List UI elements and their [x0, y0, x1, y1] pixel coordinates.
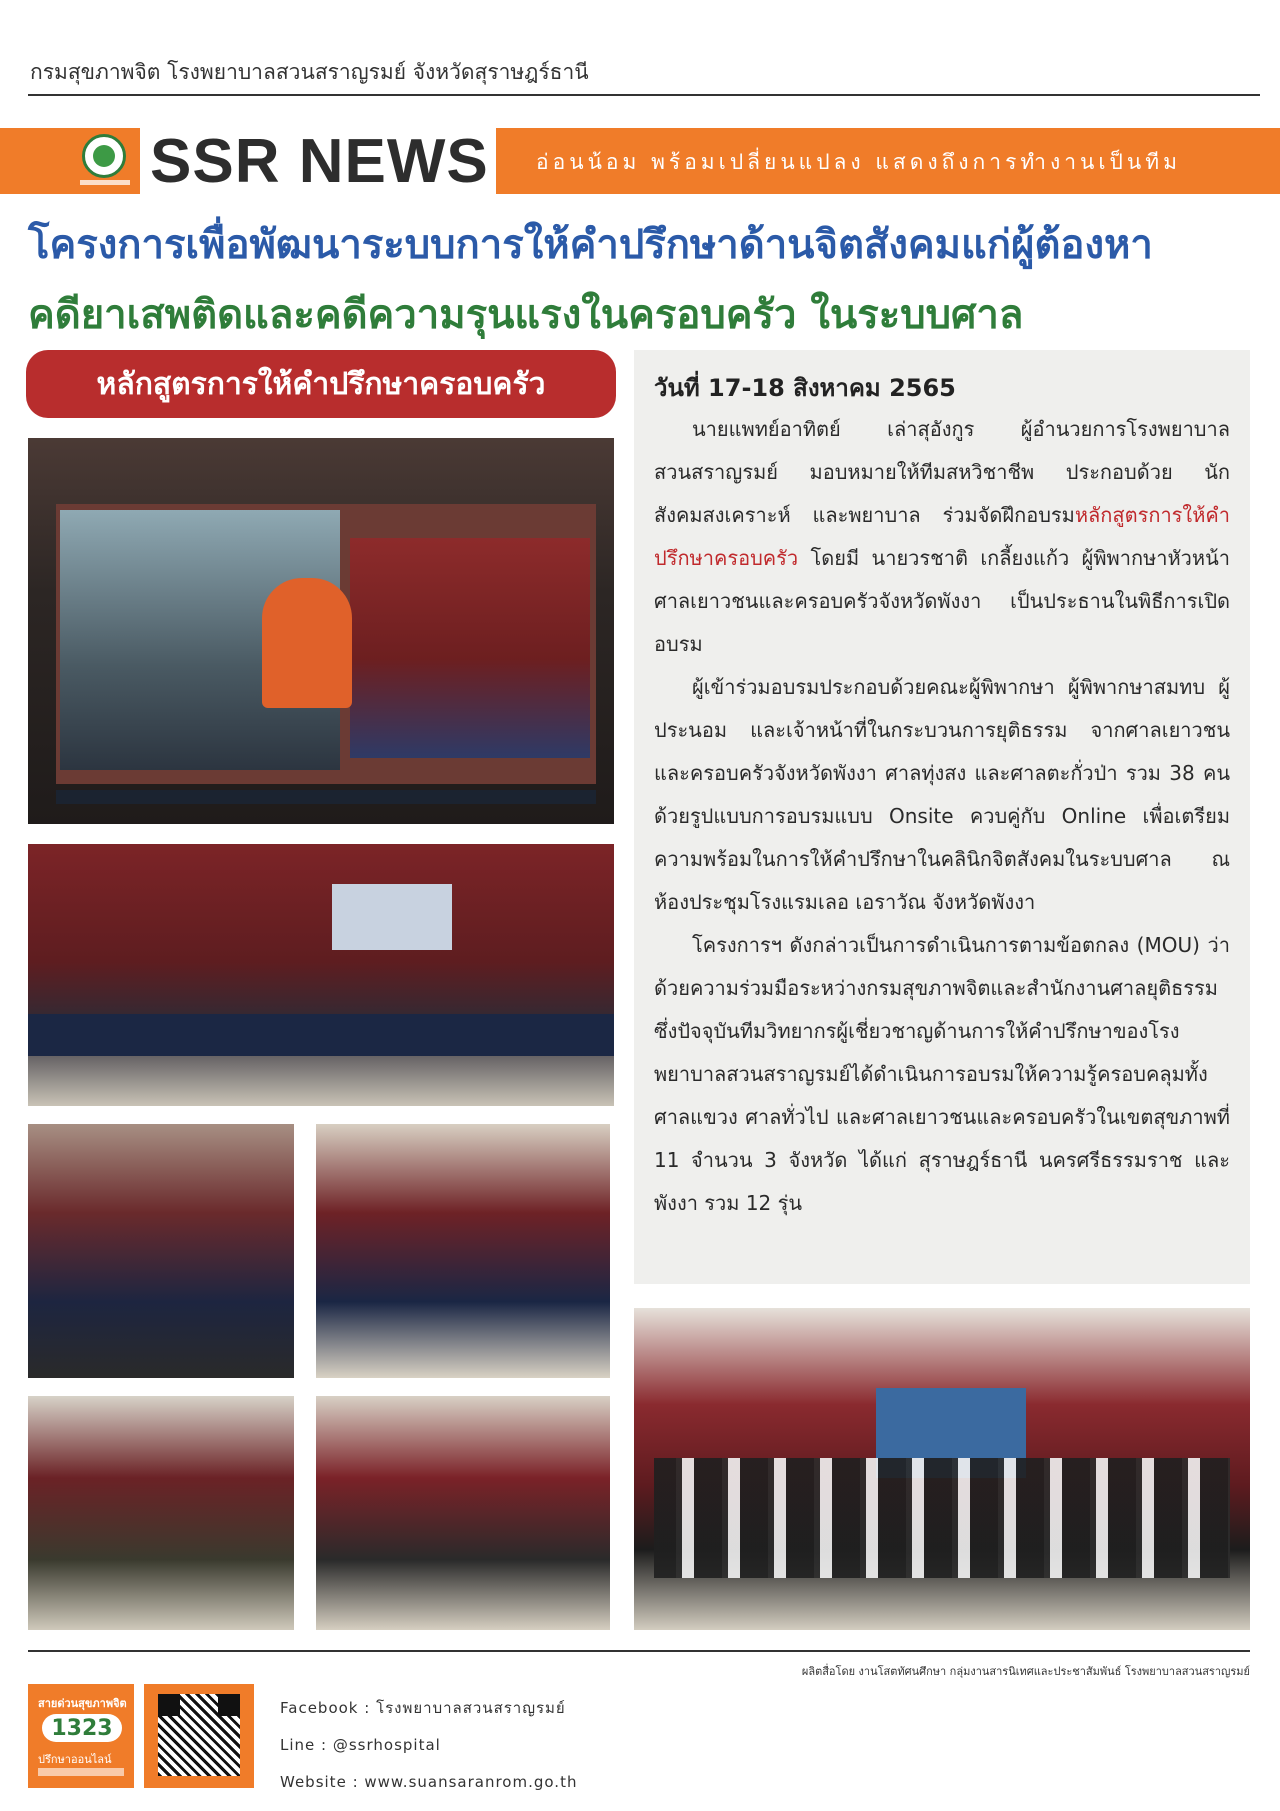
- photo-participants-2: [316, 1124, 610, 1378]
- article-body: [654, 408, 1230, 1225]
- photo-training-room: [28, 844, 614, 1106]
- banner-slogan: อ่อนน้อม พร้อมเปลี่ยนแปลง แสดงถึงการทำงานเป็นทีม: [536, 150, 1181, 174]
- contact-info: [280, 1690, 577, 1801]
- course-label: หลักสูตรการให้คำปรึกษาครอบครัว: [26, 350, 616, 418]
- facebook-icon: [38, 1768, 124, 1776]
- bottom-divider: [28, 1650, 1250, 1652]
- news-banner: [0, 128, 1280, 194]
- photo-certificate-group: [634, 1308, 1250, 1630]
- website-link[interactable]: Website : www.suansaranrom.go.th: [280, 1773, 578, 1791]
- hotline-title: สายด่วนสุขภาพจิต: [38, 1697, 127, 1710]
- headline-line-1: โครงการเพื่อพัฒนาระบบการให้คำปรึกษาด้านจิตสังคมแก่ผู้ต้องหา: [28, 222, 1153, 268]
- top-divider: [28, 94, 1260, 96]
- photo-participants-1: [28, 1124, 294, 1378]
- banner-logo-block: [0, 128, 140, 194]
- hotline-subtitle: ปรึกษาออนไลน์: [38, 1753, 112, 1766]
- qr-code-block: [144, 1684, 254, 1788]
- qr-code-icon: [158, 1694, 240, 1776]
- logo-caption-decoration: [80, 180, 130, 185]
- hotline-number: 1323: [42, 1714, 122, 1742]
- department-logo-icon: [82, 134, 126, 178]
- producer-credit: ผลิตสื่อโดย งานโสตทัศนศึกษา กลุ่มงานสารนิเทศและประชาสัมพันธ์ โรงพยาบาลสวนสราญรมย์: [801, 1665, 1250, 1678]
- banner-slogan-block: [496, 128, 1280, 194]
- photo-online-meeting: [28, 438, 614, 824]
- article-date: วันที่ 17-18 สิงหาคม 2565: [654, 374, 956, 402]
- banner-title: SSR NEWS: [150, 127, 489, 196]
- article-paragraph-3: โครงการฯ ดังกล่าวเป็นการดำเนินการตามข้อตกลง (MOU) ว่าด้วยความร่วมมือระหว่างกรมสุขภาพจิตและสำนักงานศาลยุติธรรม ซึ่งปัจจุบันทีมวิทยากรผู้เชี่ยวชาญด้านการให้คำปรึกษาของโรงพยาบาลสวนสราญรมย์ได้ดำเนินการอบรมให้ความรู้ครอบคลุมทั้งศาลแขวง ศาลทั่วไป และศาลเยาวชนและครอบครัวในเขตสุขภาพที่ 11 จำนวน 3 จังหวัด ได้แก่ สุราษฎร์ธานี นครศรีธรรมราช และพังงา รวม 12 รุ่น: [654, 933, 1230, 1215]
- hotline-badge: [28, 1684, 134, 1788]
- line-link[interactable]: Line : @ssrhospital: [280, 1736, 441, 1754]
- organization-header: กรมสุขภาพจิต โรงพยาบาลสวนสราญรมย์ จังหวัดสุราษฎร์ธานี: [30, 60, 589, 84]
- course-highlight: หลักสูตรการให้คำปรึกษาครอบครัว: [654, 503, 1230, 570]
- article-paragraph-2: ผู้เข้าร่วมอบรมประกอบด้วยคณะผู้พิพากษา ผู้พิพากษาสมทบ ผู้ประนอม และเจ้าหน้าที่ในกระบวนการยุติธรรม จากศาลเยาวชนและครอบครัวจังหวัดพังงา ศาลทุ่งสง และศาลตะกั่วป่า รวม 38 คน ด้วยรูปแบบการอบรมแบบ Onsite ควบคู่กับ Online เพื่อเตรียมความพร้อมในการให้คำปรึกษาในคลินิกจิตสังคมในระบบศาล ณ ห้องประชุมโรงแรมเลอ เอราวัณ จังหวัดพังงา: [654, 675, 1230, 914]
- headline-line-2: คดียาเสพติดและคดีความรุนแรงในครอบครัว ในระบบศาล: [28, 292, 1024, 338]
- article-paragraph-1: นายแพทย์อาทิตย์ เล่าสุอังกูร ผู้อำนวยการโรงพยาบาลสวนสราญรมย์ มอบหมายให้ทีมสหวิชาชีพ ประกอบด้วย นักสังคมสงเคราะห์ และพยาบาล ร่วมจัดฝึกอบรมหลักสูตรการให้คำปรึกษาครอบครัว โดยมี นายวรชาติ เกลี้ยงแก้ว ผู้พิพากษาหัวหน้าศาลเยาวชนและครอบครัวจังหวัดพังงา เป็นประธานในพิธีการเปิดอบรม: [654, 417, 1230, 656]
- facebook-link[interactable]: Facebook : โรงพยาบาลสวนสราญรมย์: [280, 1699, 566, 1717]
- photo-speaker: [316, 1396, 610, 1630]
- photo-group-session: [28, 1396, 294, 1630]
